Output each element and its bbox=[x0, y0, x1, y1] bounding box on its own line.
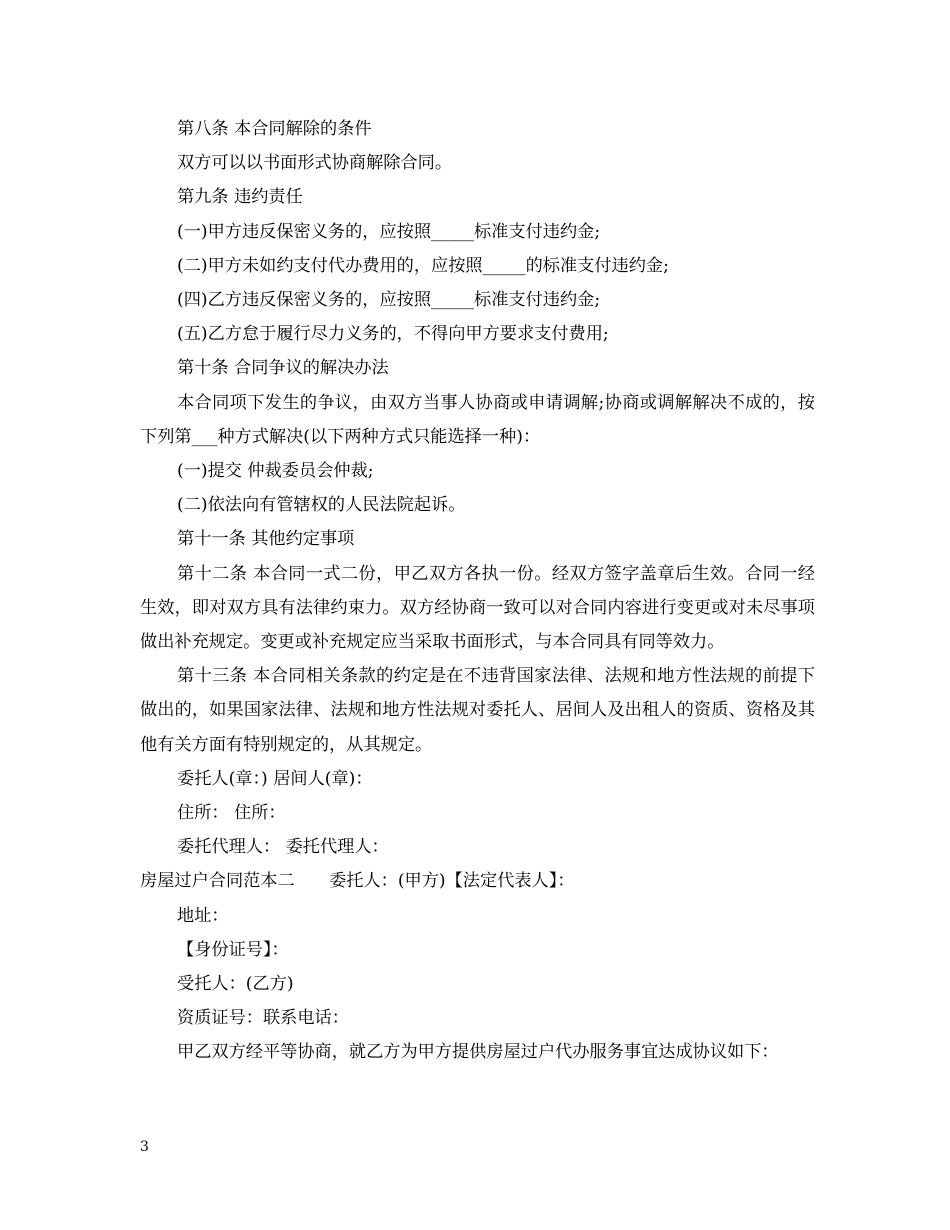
clause-8-heading: 第八条 本合同解除的条件 bbox=[177, 119, 372, 139]
clause-13-text: 第十三条 本合同相关条款的约定是在不违背国家法律、法规和地方性法规的前提下做出的，如果国家法律、法规和地方性法规对委托人、居间人及出租人的资质、资格及其他有关方面有特别规定的，从其规定。 bbox=[140, 666, 815, 755]
contract-template-2-title: 房屋过户合同范本二 委托人：(甲方)【法定代表人】： bbox=[140, 871, 575, 892]
party-b-label: 受托人：(乙方) bbox=[177, 974, 294, 995]
clause-10-item-1: (一)提交 仲裁委员会仲裁; bbox=[177, 461, 374, 482]
clause-11-heading: 第十一条 其他约定事项 bbox=[177, 529, 355, 550]
clause-9-heading: 第九条 违约责任 bbox=[177, 187, 303, 208]
clause-9-item-4: (四)乙方违反保密义务的，应按照_____标准支付违约金; bbox=[177, 290, 601, 311]
clause-8-text: 双方可以以书面形式协商解除合同。 bbox=[177, 153, 453, 174]
clause-10-item-2: (二)依法向有管辖权的人民法院起诉。 bbox=[177, 495, 466, 516]
party-b-qualification: 资质证号：联系电话： bbox=[177, 1008, 349, 1029]
clause-10-heading: 第十条 合同争议的解决办法 bbox=[177, 358, 389, 379]
clause-10-text: 本合同项下发生的争议，由双方当事人协商或申请调解;协商或调解解决不成的，按下列第___种方式解决(以下两种方式只能选择一种)： bbox=[140, 392, 815, 447]
document-body bbox=[140, 112, 815, 1070]
signature-line-agent: 委托代理人： 委托代理人： bbox=[177, 837, 389, 858]
agreement-intro: 甲乙双方经平等协商，就乙方为甲方提供房屋过户代办服务事宜达成协议如下： bbox=[177, 1042, 779, 1063]
clause-12-text: 第十二条 本合同一式二份，甲乙双方各执一份。经双方签字盖章后生效。合同一经生效，即对双方具有法律约束力。双方经协商一致可以对合同内容进行变更或对未尽事项做出补充规定。变更或补充规定应当采取书面形式，与本合同具有同等效力。 bbox=[140, 563, 815, 653]
party-a-address: 地址： bbox=[177, 905, 229, 926]
clause-9-item-1: (一)甲方违反保密义务的，应按照_____标准支付违约金; bbox=[177, 221, 601, 242]
page-number: 3 bbox=[140, 1139, 149, 1155]
party-a-id-number: 【身份证号】： bbox=[177, 939, 289, 960]
clause-9-item-5: (五)乙方怠于履行尽力义务的，不得向甲方要求支付费用; bbox=[177, 324, 609, 345]
signature-line-address: 住所： 住所： bbox=[177, 803, 286, 824]
clause-9-item-2: (二)甲方未如约支付代办费用的，应按照_____的标准支付违约金; bbox=[177, 255, 669, 276]
signature-line-principal: 委托人(章：) 居间人(章)： bbox=[177, 768, 373, 789]
